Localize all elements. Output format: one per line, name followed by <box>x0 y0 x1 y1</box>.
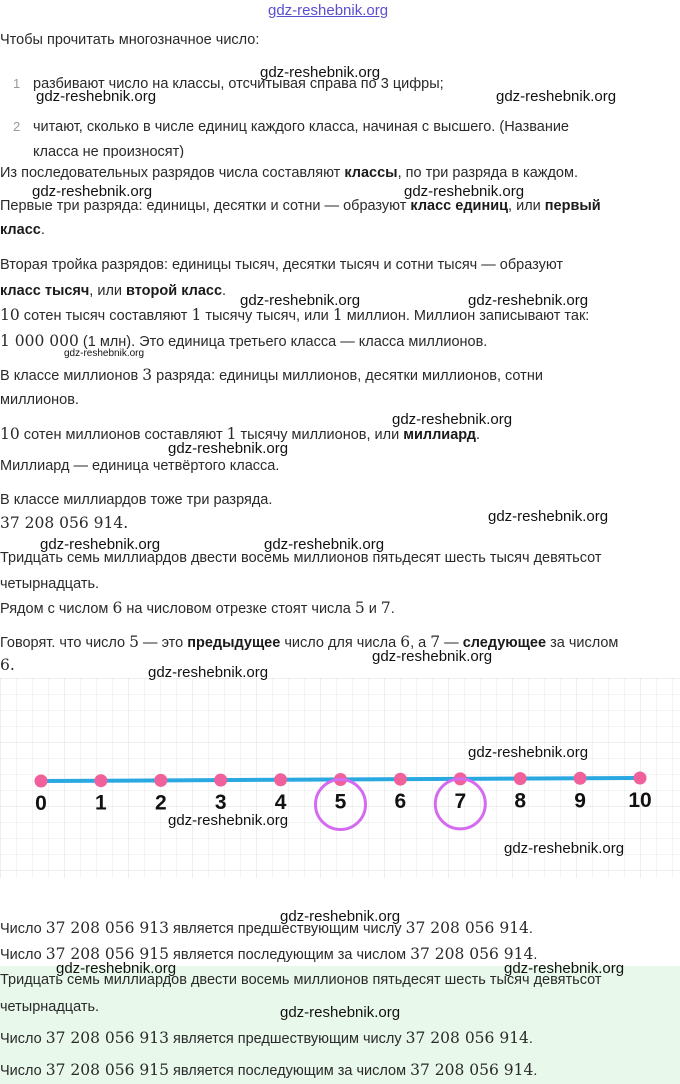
paragraph: В классе миллиардов тоже три разряда. <box>0 492 273 508</box>
watermark: gdz-reshebnik.org <box>468 744 589 761</box>
number-line-point <box>634 772 647 785</box>
number-line-point <box>394 773 407 786</box>
number-line-point <box>35 775 48 788</box>
number-line-label: 0 <box>35 792 47 815</box>
paragraph: 10 сотен тысяч составляют 1 тысячу тысяч, или 1 миллион. Миллион записывают так: <box>0 306 590 324</box>
paragraph: миллионов. <box>0 392 79 408</box>
watermark: gdz-reshebnik.org <box>280 908 401 925</box>
number-line-point <box>574 772 587 785</box>
watermark: gdz-reshebnik.org <box>504 960 625 977</box>
watermark: gdz-reshebnik.org <box>280 1004 401 1021</box>
number-line-label: 7 <box>454 789 467 813</box>
paragraph: класс тысяч, или второй класс. <box>0 283 227 299</box>
answer-line: Тридцать семь миллиардов двести восемь миллионов пятьдесят шесть тысяч девятьсот <box>0 972 602 988</box>
number-line-point <box>514 772 527 785</box>
watermark: gdz-reshebnik.org <box>36 88 157 105</box>
watermark: gdz-reshebnik.org <box>488 508 609 525</box>
result-line: Число 37 208 056 913 является предшествующим числу 37 208 056 914. <box>0 919 533 937</box>
paragraph: 10 сотен миллионов составляют 1 тысячу миллионов, или миллиард. <box>0 425 480 443</box>
number-line-point <box>154 774 167 787</box>
paragraph: 6. <box>0 656 15 674</box>
watermark: gdz-reshebnik.org <box>56 960 177 977</box>
number-line-label: 2 <box>154 791 167 815</box>
paragraph: Рядом с числом 6 на числовом отрезке стоят числа 5 и 7. <box>0 599 395 617</box>
watermark: gdz-reshebnik.org <box>496 88 617 105</box>
watermark: gdz-reshebnik.org <box>404 183 525 200</box>
number-line-label: 3 <box>214 791 227 815</box>
watermark: gdz-reshebnik.org <box>504 840 625 857</box>
intro-text: Чтобы прочитать многозначное число: <box>0 32 260 48</box>
paragraph: Тридцать семь миллиардов двести восемь миллионов пятьдесят шесть тысяч девятьсот <box>0 550 602 566</box>
paragraph: Миллиард — единица четвёртого класса. <box>0 458 280 474</box>
paragraph: Вторая тройка разрядов: единицы тысяч, десятки тысяч и сотни тысяч — образуют <box>0 257 564 273</box>
step-text: класса не произносят) <box>33 144 185 158</box>
paragraph: Из последовательных разрядов числа составляют классы, по три разряда в каждом. <box>0 165 578 181</box>
watermark: gdz-reshebnik.org <box>240 292 361 309</box>
paragraph: Первые три разряда: единицы, десятки и сотни — образуют класс единиц, или первый <box>0 198 601 214</box>
paragraph: 1 000 000 (1 млн). Это единица третьего класса — класса миллионов. <box>0 332 488 350</box>
paragraph: класс. <box>0 222 45 238</box>
watermark: gdz-reshebnik.org <box>32 183 153 200</box>
answer-line: Число 37 208 056 913 является предшествующим числу 37 208 056 914. <box>0 1029 533 1047</box>
number-line-label: 4 <box>274 790 287 814</box>
watermark: gdz-reshebnik.org <box>468 292 589 309</box>
number-line-label: 8 <box>514 789 527 813</box>
number-line-label: 1 <box>95 791 107 815</box>
watermark: gdz-reshebnik.org <box>168 812 289 829</box>
watermark: gdz-reshebnik.org <box>264 536 385 553</box>
watermark: gdz-reshebnik.org <box>148 664 269 681</box>
watermark-link[interactable]: gdz-reshebnik.org <box>268 2 389 19</box>
watermark: gdz-reshebnik.org <box>64 348 145 359</box>
number-line-point <box>274 773 287 786</box>
step-text: разбивают число на классы, отсчитывая справа по 3 цифры; <box>33 76 444 92</box>
result-line: Число 37 208 056 915 является последующим за числом 37 208 056 914. <box>0 945 538 963</box>
number-line-point <box>94 774 107 787</box>
number-line-point <box>214 774 227 787</box>
answer-box <box>0 966 680 1084</box>
answer-line: четырнадцать. <box>0 999 100 1015</box>
number-line-label: 5 <box>334 790 347 814</box>
number-line-label: 10 <box>628 789 652 812</box>
watermark: gdz-reshebnik.org <box>372 648 493 665</box>
paragraph: Говорят. что число 5 — это предыдущее число для числа 6, а 7 — следующее за числом <box>0 633 619 651</box>
number-line-label: 9 <box>574 789 586 813</box>
number-line-label: 6 <box>394 790 407 814</box>
watermark: gdz-reshebnik.org <box>168 440 289 457</box>
step-number: 1 <box>13 76 21 91</box>
watermark: gdz-reshebnik.org <box>260 64 381 81</box>
step-number: 2 <box>13 119 21 134</box>
watermark: gdz-reshebnik.org <box>40 536 161 553</box>
watermark: gdz-reshebnik.org <box>392 411 513 428</box>
number-text: 37 208 056 914. <box>0 514 129 532</box>
step-text: читают, сколько в числе единиц каждого класса, начиная с высшего. (Название <box>33 119 569 135</box>
answer-line: Число 37 208 056 915 является последующим за числом 37 208 056 914. <box>0 1061 538 1079</box>
paragraph: четырнадцать. <box>0 576 100 592</box>
paragraph: В классе миллионов 3 разряда: единицы миллионов, десятки миллионов, сотни <box>0 366 543 384</box>
